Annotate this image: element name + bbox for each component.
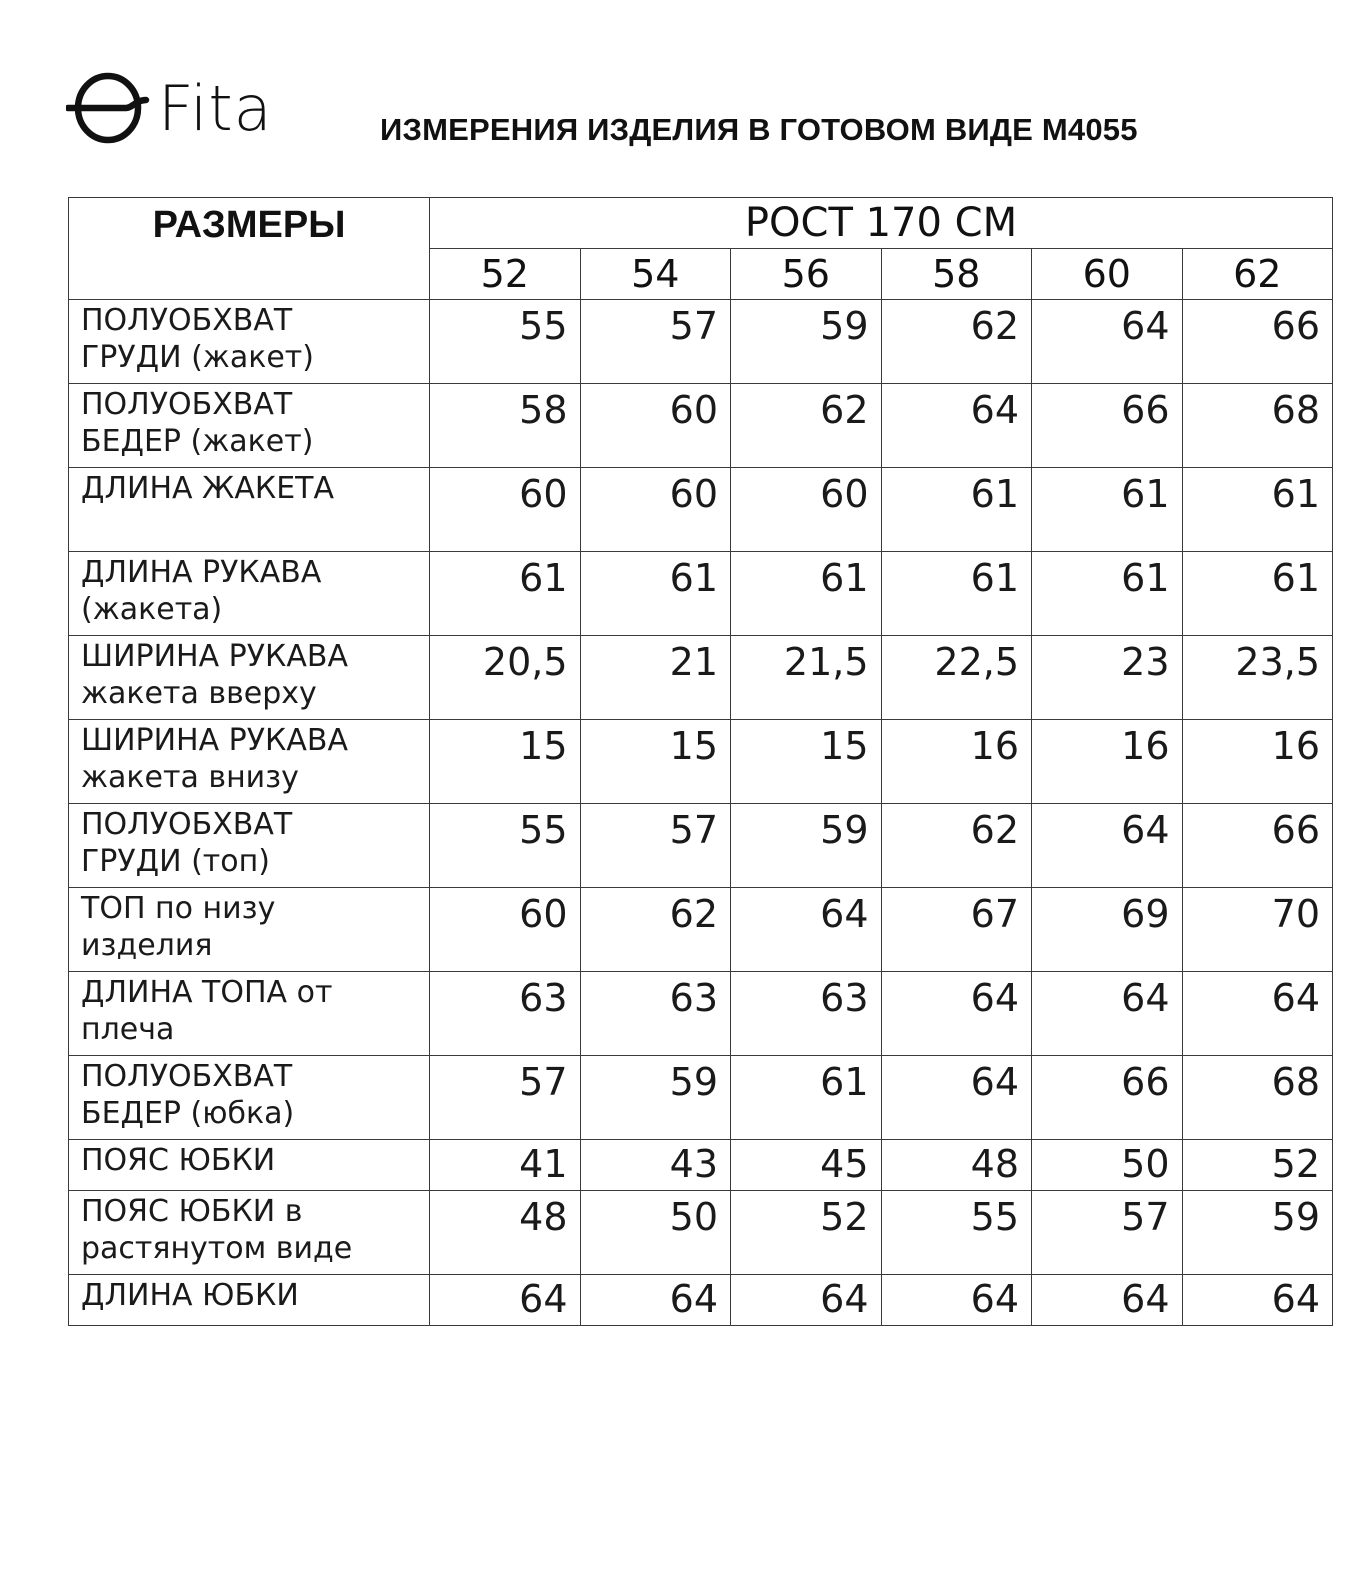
measurement-label: ПОЛУОБХВАТ ГРУДИ (топ) [69,804,430,888]
measurement-value: 15 [430,720,581,804]
measurement-label: ПОЯС ЮБКИ в растянутом виде [69,1191,430,1275]
table-row [69,804,1333,888]
table-row [69,1191,1333,1275]
table-row [69,720,1333,804]
measurement-label: ПОЛУОБХВАТ БЕДЕР (юбка) [69,1056,430,1140]
measurement-value: 59 [731,804,882,888]
measurement-value: 16 [881,720,1032,804]
measurement-value: 61 [731,1056,882,1140]
measurement-value: 62 [731,384,882,468]
measurement-label: ПОЛУОБХВАТ БЕДЕР (жакет) [69,384,430,468]
measurement-value: 61 [1182,552,1333,636]
sizes-header: РАЗМЕРЫ [69,198,430,300]
measurement-value: 16 [1182,720,1333,804]
table-row [69,1056,1333,1140]
measurement-value: 58 [430,384,581,468]
table-row [69,1275,1333,1326]
measurement-label: ДЛИНА ЮБКИ [69,1275,430,1326]
measurement-value: 66 [1032,384,1183,468]
measurement-value: 52 [1182,1140,1333,1191]
measurement-value: 64 [1032,804,1183,888]
measurement-value: 60 [731,468,882,552]
measurement-value: 50 [580,1191,731,1275]
measurement-value: 68 [1182,384,1333,468]
brand-name: Fita [158,72,273,145]
measurement-value: 48 [881,1140,1032,1191]
measurement-value: 67 [881,888,1032,972]
measurement-label: ДЛИНА ЖАКЕТА [69,468,430,552]
measurement-value: 61 [1032,552,1183,636]
measurement-value: 64 [881,972,1032,1056]
table-row [69,552,1333,636]
measurement-value: 69 [1032,888,1183,972]
page-title: ИЗМЕРЕНИЯ ИЗДЕЛИЯ В ГОТОВОМ ВИДЕ M4055 [380,112,1138,147]
measurement-value: 59 [731,300,882,384]
measurement-value: 64 [1032,300,1183,384]
measurement-value: 55 [430,804,581,888]
measurement-value: 52 [731,1191,882,1275]
size-chart-table [68,197,1333,1326]
measurement-value: 61 [580,552,731,636]
measurement-value: 50 [1032,1140,1183,1191]
measurement-value: 64 [881,1056,1032,1140]
measurement-value: 43 [580,1140,731,1191]
size-column-header: 60 [1032,249,1183,300]
measurement-value: 59 [1182,1191,1333,1275]
measurement-label: ШИРИНА РУКАВА жакета вверху [69,636,430,720]
measurement-value: 66 [1182,300,1333,384]
measurement-value: 62 [580,888,731,972]
measurement-value: 60 [430,888,581,972]
measurement-value: 23,5 [1182,636,1333,720]
table-row [69,300,1333,384]
measurement-value: 15 [731,720,882,804]
table-row [69,888,1333,972]
measurement-value: 64 [430,1275,581,1326]
measurement-value: 64 [731,888,882,972]
measurement-value: 15 [580,720,731,804]
measurement-value: 48 [430,1191,581,1275]
measurement-value: 57 [580,300,731,384]
measurement-value: 61 [731,552,882,636]
measurement-value: 64 [1182,1275,1333,1326]
measurement-value: 64 [1182,972,1333,1056]
measurement-value: 64 [1032,972,1183,1056]
size-column-header: 56 [731,249,882,300]
size-table-body [69,300,1333,1326]
measurement-value: 55 [430,300,581,384]
measurement-value: 64 [1032,1275,1183,1326]
measurement-value: 20,5 [430,636,581,720]
measurement-value: 57 [430,1056,581,1140]
table-row [69,1140,1333,1191]
measurement-value: 60 [430,468,581,552]
measurement-value: 22,5 [881,636,1032,720]
measurement-label: ДЛИНА РУКАВА (жакета) [69,552,430,636]
measurement-value: 21 [580,636,731,720]
size-column-header: 62 [1182,249,1333,300]
measurement-value: 64 [580,1275,731,1326]
measurement-value: 64 [881,384,1032,468]
table-row [69,972,1333,1056]
measurement-value: 62 [881,300,1032,384]
measurement-value: 63 [580,972,731,1056]
measurement-value: 61 [1032,468,1183,552]
measurement-value: 62 [881,804,1032,888]
table-row [69,636,1333,720]
measurement-value: 41 [430,1140,581,1191]
measurement-value: 63 [731,972,882,1056]
measurement-value: 60 [580,384,731,468]
measurement-value: 16 [1032,720,1183,804]
size-column-header: 52 [430,249,581,300]
table-row [69,384,1333,468]
measurement-label: ШИРИНА РУКАВА жакета внизу [69,720,430,804]
measurement-value: 59 [580,1056,731,1140]
size-column-header: 54 [580,249,731,300]
measurement-value: 66 [1032,1056,1183,1140]
measurement-value: 55 [881,1191,1032,1275]
measurement-label: ДЛИНА ТОПА от плеча [69,972,430,1056]
measurement-value: 57 [580,804,731,888]
measurement-value: 63 [430,972,581,1056]
measurement-value: 45 [731,1140,882,1191]
measurement-value: 61 [1182,468,1333,552]
measurement-value: 68 [1182,1056,1333,1140]
measurement-label: ПОЯС ЮБКИ [69,1140,430,1191]
size-column-header: 58 [881,249,1032,300]
measurement-value: 60 [580,468,731,552]
measurement-label: ПОЛУОБХВАТ ГРУДИ (жакет) [69,300,430,384]
measurement-value: 57 [1032,1191,1183,1275]
measurement-value: 61 [881,552,1032,636]
measurement-label: ТОП по низу изделия [69,888,430,972]
measurement-value: 64 [881,1275,1032,1326]
measurement-value: 64 [731,1275,882,1326]
measurement-value: 23 [1032,636,1183,720]
measurement-value: 61 [881,468,1032,552]
height-header: РОСТ 170 СМ [430,198,1333,249]
table-row [69,468,1333,552]
measurement-value: 66 [1182,804,1333,888]
measurement-value: 70 [1182,888,1333,972]
measurement-value: 21,5 [731,636,882,720]
measurement-value: 61 [430,552,581,636]
